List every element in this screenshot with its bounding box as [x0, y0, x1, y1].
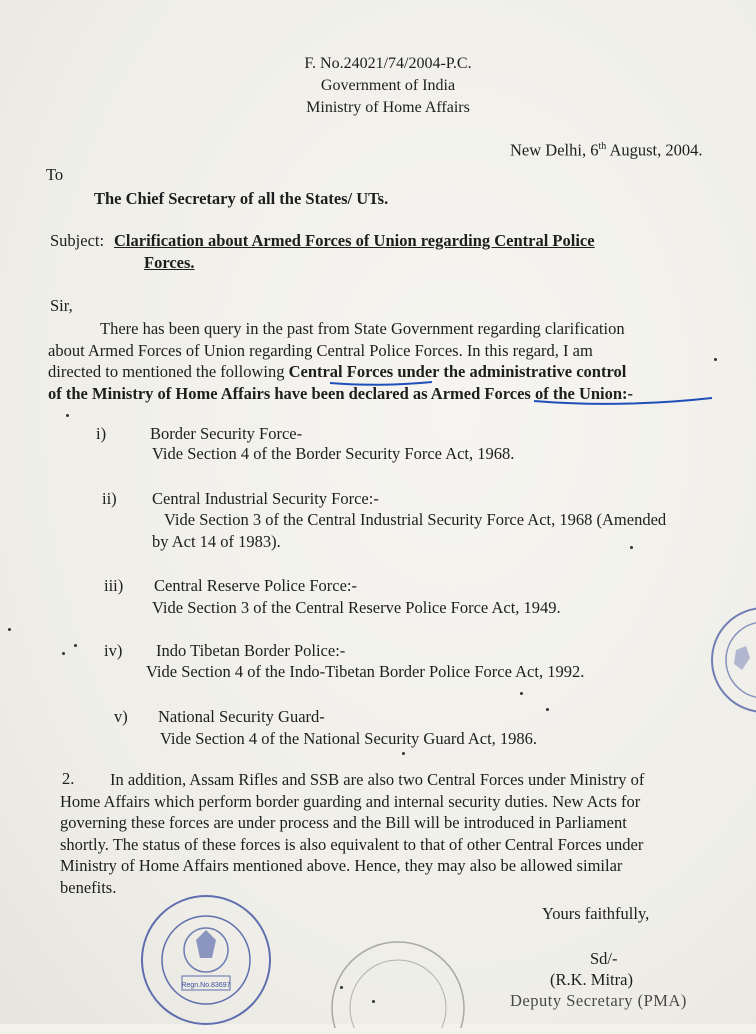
para1-line-2: about Armed Forces of Union regarding Central Police Forces. In this regard, I am	[48, 340, 593, 360]
signatory-name: (R.K. Mitra)	[550, 970, 633, 989]
para2-line-2: Home Affairs which perform border guarding and internal security duties. New Acts for	[60, 791, 641, 811]
para1-line-4: of the Ministry of Home Affairs have been declared as Armed Forces of the Union:-	[48, 383, 634, 403]
subject-line-2: Forces.	[144, 253, 195, 272]
para2-line-5: Ministry of Home Affairs mentioned above. Hence, they may also be allowed similar	[60, 856, 623, 875]
para2-number: 2.	[62, 769, 75, 788]
speck	[402, 752, 405, 755]
file-number: F. No.24021/74/2004-P.C.	[304, 55, 472, 72]
speck	[372, 1000, 375, 1003]
para2-line-1: In addition, Assam Rifles and SSB are also two Central Forces under Ministry of	[110, 770, 645, 789]
item-number: iv)	[104, 641, 123, 660]
sd-mark: Sd/-	[590, 949, 618, 968]
speck	[74, 644, 77, 647]
speck	[546, 708, 549, 711]
force-reference: by Act 14 of 1983).	[152, 532, 281, 551]
speck	[8, 628, 11, 631]
closing: Yours faithfully,	[542, 904, 650, 923]
item-number: iii)	[104, 576, 124, 595]
date-line: New Delhi, 6th August, 2004.	[510, 140, 703, 160]
recipient: The Chief Secretary of all the States/ UTs.	[94, 189, 389, 208]
association-seal-left	[126, 884, 286, 1034]
ministry-line: Ministry of Home Affairs	[306, 99, 470, 116]
force-title: National Security Guard-	[158, 707, 325, 726]
force-title: Central Reserve Police Force:-	[154, 576, 357, 595]
para1-line-3: directed to mentioned the following Central Forces under the administrative control	[48, 362, 627, 381]
association-seal-right	[706, 600, 756, 720]
to-label: To	[46, 165, 64, 184]
item-number: v)	[114, 707, 128, 726]
subject-label: Subject:	[50, 231, 105, 250]
item-number: i)	[96, 424, 107, 443]
svg-text:Regn.No.83697: Regn.No.83697	[181, 982, 231, 989]
para2-line-4: shortly. The status of these forces is also equivalent to that of other Central Forces under	[60, 834, 644, 854]
government-line: Government of India	[320, 77, 456, 94]
speck	[630, 546, 633, 549]
para1-line-1: There has been query in the past from State Government regarding clarification	[100, 319, 625, 338]
speck	[714, 358, 717, 361]
association-seal-center	[318, 928, 478, 1028]
force-reference: Vide Section 4 of the National Security Guard Act, 1986.	[160, 729, 538, 748]
force-title: Border Security Force-	[150, 424, 303, 443]
para2-line-6: benefits.	[60, 877, 117, 897]
subject-line-1: Clarification about Armed Forces of Union regarding Central Police	[114, 231, 595, 250]
speck	[66, 414, 69, 417]
force-reference: Vide Section 3 of the Central Reserve Police Force Act, 1949.	[152, 598, 561, 617]
force-title: Central Industrial Security Force:-	[152, 489, 379, 508]
signatory-designation: Deputy Secretary (PMA)	[510, 991, 687, 1010]
speck	[62, 652, 65, 655]
speck	[520, 692, 523, 695]
force-reference: Vide Section 4 of the Border Security Force Act, 1968.	[152, 444, 515, 463]
speck	[340, 986, 343, 989]
force-reference: Vide Section 3 of the Central Industrial Security Force Act, 1968 (Amended	[164, 510, 667, 529]
force-title: Indo Tibetan Border Police:-	[156, 641, 346, 660]
item-number: ii)	[102, 489, 117, 508]
para2-line-3: governing these forces are under process and the Bill will be introduced in Parliament	[60, 813, 627, 832]
force-reference: Vide Section 4 of the Indo-Tibetan Border Police Force Act, 1992.	[146, 662, 585, 681]
salutation: Sir,	[50, 296, 73, 315]
